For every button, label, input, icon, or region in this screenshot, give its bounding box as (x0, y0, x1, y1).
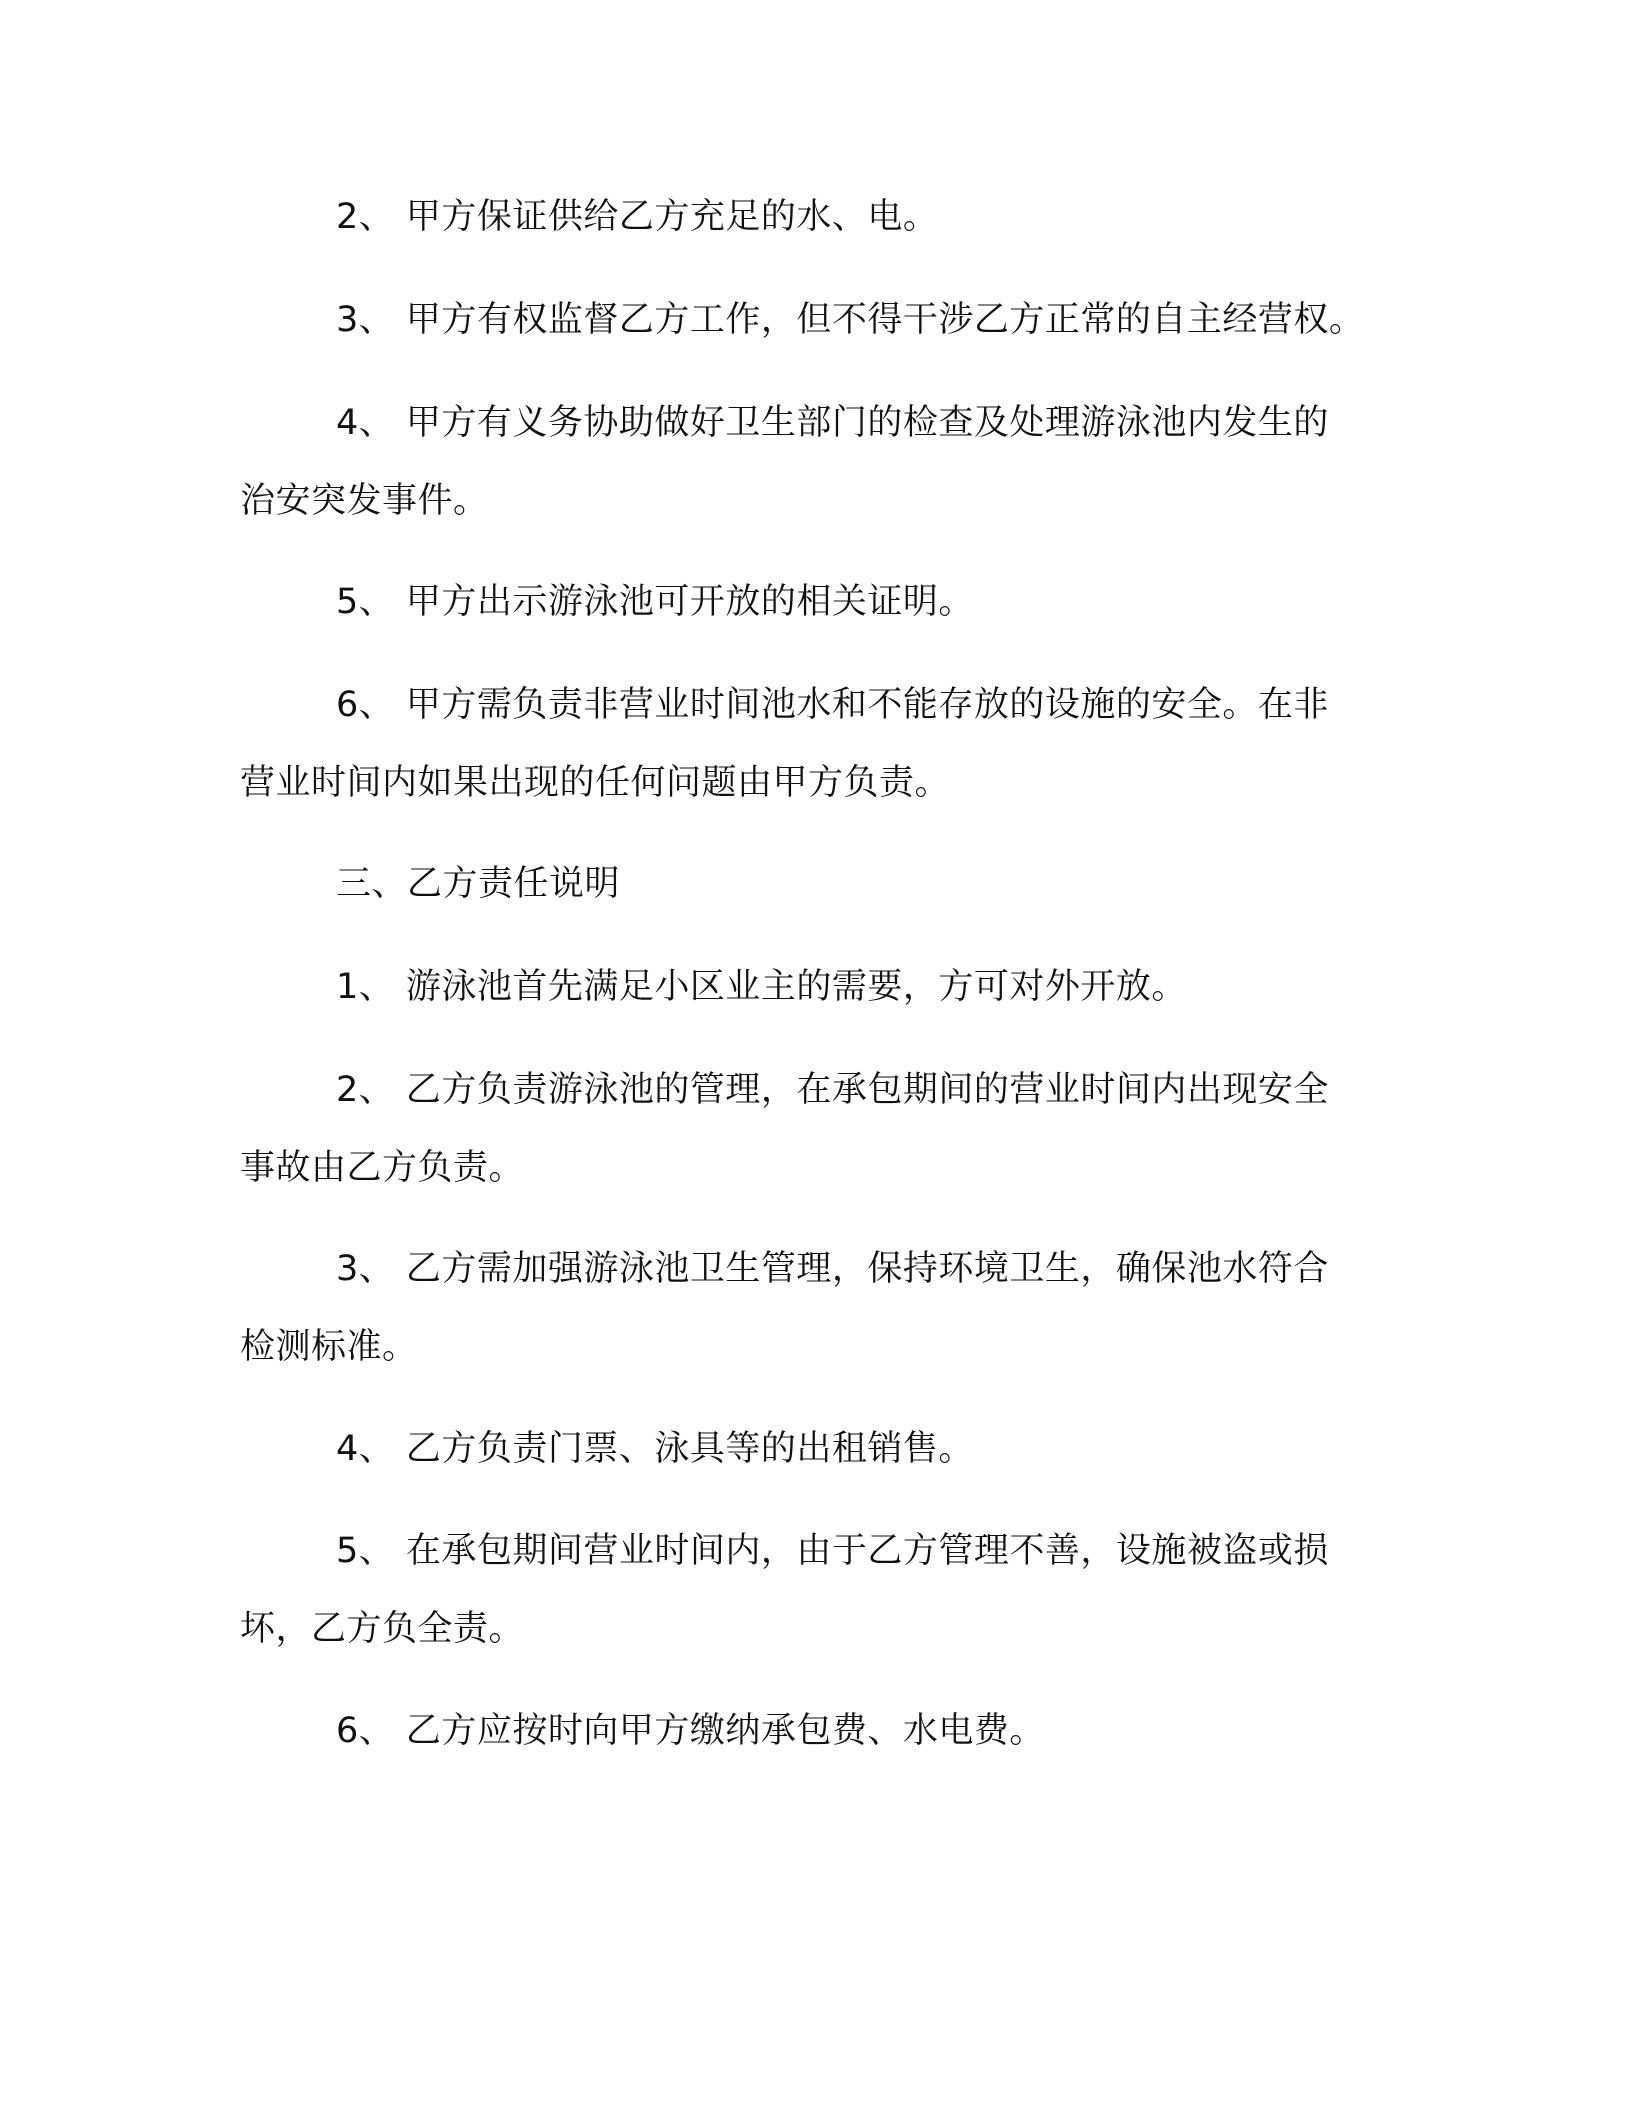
text-line: 事故由乙方负责。 (240, 1148, 525, 1188)
text-line: 5、 在承包期间营业时间内，由于乙方管理不善，设施被盗或损 (336, 1531, 1329, 1571)
clause-party-a-6 (240, 666, 1390, 822)
clause-party-a-5 (240, 563, 1390, 641)
clause-party-b-6 (240, 1692, 1390, 1770)
text-line: 3、 乙方需加强游泳池卫生管理，保持环境卫生，确保池水符合 (336, 1249, 1329, 1289)
clause-party-a-3 (240, 281, 1390, 359)
clause-party-b-2 (240, 1051, 1390, 1207)
text-line: 坏，乙方负全责。 (240, 1609, 525, 1649)
text-line: 检测标准。 (240, 1327, 418, 1367)
text-line: 治安突发事件。 (240, 481, 489, 521)
clause-party-a-2 (240, 178, 1390, 256)
text-line: 2、 乙方负责游泳池的管理，在承包期间的营业时间内出现安全 (336, 1070, 1329, 1110)
text-line: 3、 甲方有权监督乙方工作，但不得干涉乙方正常的自主经营权。 (336, 300, 1365, 340)
text-line: 4、 乙方负责门票、泳具等的出租销售。 (336, 1429, 974, 1469)
text-line: 4、 甲方有义务协助做好卫生部门的检查及处理游泳池内发生的 (336, 403, 1329, 443)
text-line: 5、 甲方出示游泳池可开放的相关证明。 (336, 582, 974, 622)
clause-party-b-5 (240, 1512, 1390, 1668)
clause-party-a-4 (240, 384, 1390, 540)
text-line: 2、 甲方保证供给乙方充足的水、电。 (336, 197, 939, 237)
clause-party-b-3 (240, 1230, 1390, 1386)
clause-party-b-1 (240, 948, 1390, 1026)
text-line: 营业时间内如果出现的任何问题由甲方负责。 (240, 763, 951, 803)
text-line: 1、 游泳池首先满足小区业主的需要，方可对外开放。 (336, 967, 1187, 1007)
heading-text: 三、乙方责任说明 (336, 864, 621, 904)
clause-party-b-4 (240, 1410, 1390, 1488)
section-heading-party-b (240, 845, 1390, 923)
text-line: 6、 乙方应按时向甲方缴纳承包费、水电费。 (336, 1711, 1045, 1751)
text-line: 6、 甲方需负责非营业时间池水和不能存放的设施的安全。在非 (336, 685, 1329, 725)
